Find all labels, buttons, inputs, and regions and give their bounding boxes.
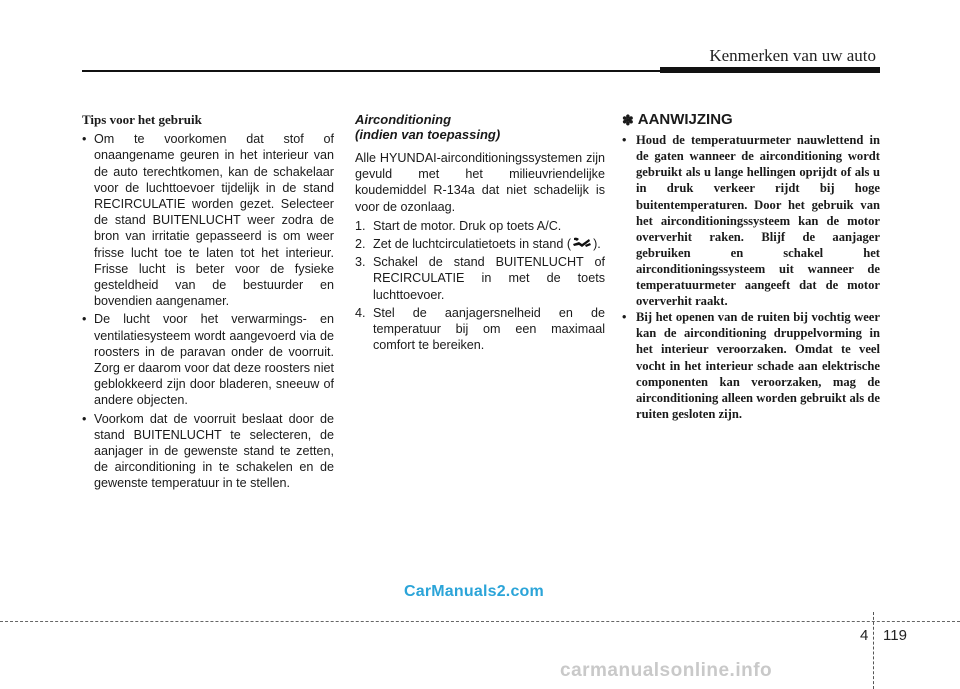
bullet: • (622, 310, 627, 325)
list-item (622, 309, 880, 422)
bullet: • (82, 411, 87, 426)
step-number: 3. (355, 255, 366, 270)
aircon-intro: Alle HYUNDAI-airconditioningssystemen zijn gevuld met het milieuvriendelijke koudemiddel R-134a dat niet schadelijk is voor de ozonlaag. (355, 151, 605, 214)
tips-heading: Tips voor het gebruik (82, 112, 202, 127)
watermark-carmanuals2: CarManuals2.com (404, 583, 544, 600)
bullet: • (622, 133, 627, 148)
tip-text-2: De lucht voor het verwarmings- en ventilatiesysteem wordt aangevoerd via de roosters in de paravan onder de voorruit. Zorg er daarom voor dat deze roosters niet geblokkeerd zijn door bladeren, sneeuw of andere objecten. (94, 312, 334, 408)
step-text-before: Zet de luchtcirculatietoets in stand ( (373, 237, 572, 252)
step-text-after: ). (593, 237, 601, 252)
step-number: 1. (355, 218, 366, 233)
note-heading (622, 112, 880, 128)
step-number: 4. (355, 305, 366, 320)
list-item (622, 132, 880, 309)
tips-column (82, 112, 334, 494)
footer-divider (0, 621, 960, 622)
list-item (82, 131, 334, 309)
chapter-number: 4 (860, 627, 869, 644)
step-number: 2. (355, 237, 366, 252)
note-star-icon: ✽ (622, 112, 634, 128)
chapter-header-title: Kenmerken van uw auto (709, 46, 876, 65)
vent-airflow-icon (571, 236, 593, 250)
note-text-2: Bij het openen van de ruiten bij vochtig weer kan de airconditioning druppelvorming in het interieur veroorzaken. Omdat te veel vocht in het interieur schade aan elektrische componenten kan veroorzaken, mag de airconditioning alleen worden gebruikt als de ruiten gesloten zijn. (636, 310, 880, 421)
list-item (82, 311, 334, 408)
aircon-column (355, 112, 605, 355)
list-item (355, 254, 605, 303)
step-text: Stel de aanjagersnelheid en de temperatuur bij om een maximaal comfort te bereiken. (373, 305, 605, 353)
note-text-1: Houd de temperatuurmeter nauwlettend in de gaten wanneer de airconditioning wordt gebruikt als u lange hellingen oprijdt of als u in druk verkeer rijdt bij hoge buitentemperaturen. Door het gebruik van het airconditioningssysteem kan de motor oververhit raken. Blijf de aanjager gebruiken en schakel het airconditioningssysteem uit wanneer de temperatuurmeter aangeeft dat de motor oververhit raakt. (636, 133, 880, 309)
step-text: Start de motor. Druk op toets A/C. (373, 218, 562, 233)
aircon-heading-line2: (indien van toepassing) (355, 127, 501, 142)
tip-text-3: Voorkom dat de voorruit beslaat door de stand BUITENLUCHT te selecteren, de aanjager in de gewenste stand te zetten, de airconditioning in te schakelen en de gewenste temperatuur in te stellen. (94, 411, 334, 491)
list-item (355, 236, 605, 252)
tip-text-1: Om te voorkomen dat stof of onaangename geuren in het interieur van de auto terechtkomen, kan de schakelaar voor de luchttoevoer tijdelijk in de stand RECIRCULATIE worden gezet. Selecteer de stand BUITENLUCHT weer zodra de bron van irritatie gepasseerd is om weer frisse lucht toe te laten tot het interieur. Frisse lucht is beter voor de fysieke gesteldheid van de bestuurder en bovendien aangenamer. (94, 132, 334, 309)
note-heading-text: AANWIJZING (637, 111, 733, 128)
aircon-heading-line1: Airconditioning (355, 112, 452, 127)
aircon-heading (355, 112, 605, 142)
note-column (622, 112, 880, 422)
bullet: • (82, 312, 87, 327)
list-item (355, 218, 605, 234)
header-divider-thick (660, 67, 880, 73)
header-divider-thin (82, 70, 662, 72)
note-list (622, 132, 880, 422)
tips-list (82, 131, 334, 491)
page-number: 119 (883, 627, 907, 644)
bullet: • (82, 132, 87, 147)
list-item (355, 305, 605, 354)
step-text: Schakel de stand BUITENLUCHT of RECIRCULATIE in met de toets luchttoevoer. (373, 255, 605, 302)
aircon-steps (355, 218, 605, 354)
list-item (82, 411, 334, 492)
footer-vertical-divider (873, 612, 875, 689)
watermark-carmanualsonline: carmanualsonline.info (560, 660, 773, 681)
